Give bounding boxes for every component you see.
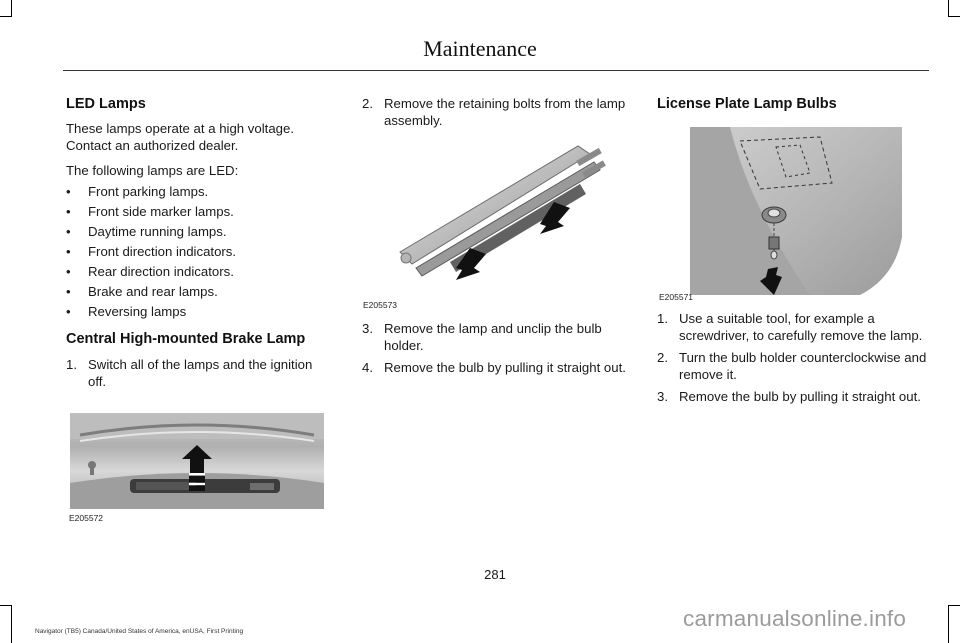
list-item: • Rear direction indicators.: [66, 263, 328, 283]
crop-mark-bottom-left-h: [0, 605, 12, 606]
crop-mark-top-right-h: [948, 16, 960, 17]
crop-mark-top-left-v: [11, 0, 12, 16]
step-text: Remove the retaining bolts from the lamp assembly.: [384, 96, 626, 128]
lamp-assembly-illustration: [380, 140, 616, 290]
list-item: • Front side marker lamps.: [66, 203, 328, 223]
step-number: 3.: [657, 389, 668, 404]
list-item: • Brake and rear lamps.: [66, 283, 328, 303]
figure-license-plate-lamp: [690, 127, 902, 295]
step-text: Remove the lamp and unclip the bulb holder.: [384, 321, 602, 353]
page-title: Maintenance: [423, 36, 537, 61]
step-number: 2.: [362, 96, 373, 111]
crop-mark-top-left-h: [0, 16, 12, 17]
figure-code: E205571: [659, 292, 694, 302]
brake-lamp-steps-a: [66, 357, 328, 390]
license-plate-steps: [657, 311, 929, 406]
step-text: Use a suitable tool, for example a screwdriver, to carefully remove the lamp.: [679, 311, 923, 343]
column-license-plate: [657, 96, 929, 120]
step-text: Remove the bulb by pulling it straight out.: [679, 389, 921, 404]
step-number: 3.: [362, 321, 373, 336]
step-number: 4.: [362, 360, 373, 375]
watermark: carmanualsonline.info: [683, 606, 907, 631]
column-brake-lamp-continued: [362, 96, 630, 135]
footer-edition: Navigator (TB5) Canada/United States of America, enUSA, First Printing: [35, 628, 244, 635]
list-item: • Front parking lamps.: [66, 183, 328, 203]
step-number: 1.: [66, 357, 77, 372]
step-text: Switch all of the lamps and the ignition off.: [88, 357, 313, 389]
step-number: 2.: [657, 350, 668, 365]
step-number: 1.: [657, 311, 668, 326]
para-following-led: The following lamps are LED:: [66, 163, 239, 178]
list-item: • Daytime running lamps.: [66, 223, 328, 243]
list-item: [657, 389, 929, 406]
list-item: [657, 350, 929, 383]
brake-lamp-steps-c: [362, 321, 630, 377]
list-item: [657, 311, 929, 344]
crop-mark-bottom-right-v: [948, 605, 949, 643]
heading-high-mounted-brake-lamp: Central High-mounted Brake Lamp: [66, 331, 306, 347]
crop-mark-top-right-v: [948, 0, 949, 16]
figure-brake-lamp-location: [70, 413, 324, 509]
list-item: [362, 360, 630, 377]
column-license-plate-steps: [657, 311, 929, 412]
figure-code: E205572: [69, 513, 104, 523]
brake-lamp-illustration: [70, 413, 324, 509]
list-item: [362, 96, 630, 129]
crop-mark-bottom-left-v: [11, 605, 12, 643]
page-number: 281: [484, 567, 506, 582]
heading-led-lamps: LED Lamps: [66, 96, 146, 112]
title-divider: [63, 70, 929, 71]
brake-lamp-steps-b: [362, 96, 630, 129]
figure-lamp-assembly-bolts: [380, 140, 616, 290]
list-item: [362, 321, 630, 354]
para-high-voltage: These lamps operate at a high voltage. Contact an authorized dealer.: [66, 121, 294, 153]
license-plate-lamp-illustration: [690, 127, 902, 295]
list-item: • Front direction indicators.: [66, 243, 328, 263]
heading-license-plate-bulbs: License Plate Lamp Bulbs: [657, 96, 837, 112]
list-item: [66, 357, 328, 390]
list-item: • Reversing lamps: [66, 303, 328, 323]
step-text: Turn the bulb holder counterclockwise and remove it.: [679, 350, 927, 382]
column-brake-lamp-steps-c: [362, 321, 630, 383]
column-led-lamps: [66, 96, 328, 396]
step-text: Remove the bulb by pulling it straight out.: [384, 360, 626, 375]
crop-mark-bottom-right-h: [948, 605, 960, 606]
led-lamp-list: [66, 183, 328, 323]
figure-code: E205573: [363, 300, 398, 310]
